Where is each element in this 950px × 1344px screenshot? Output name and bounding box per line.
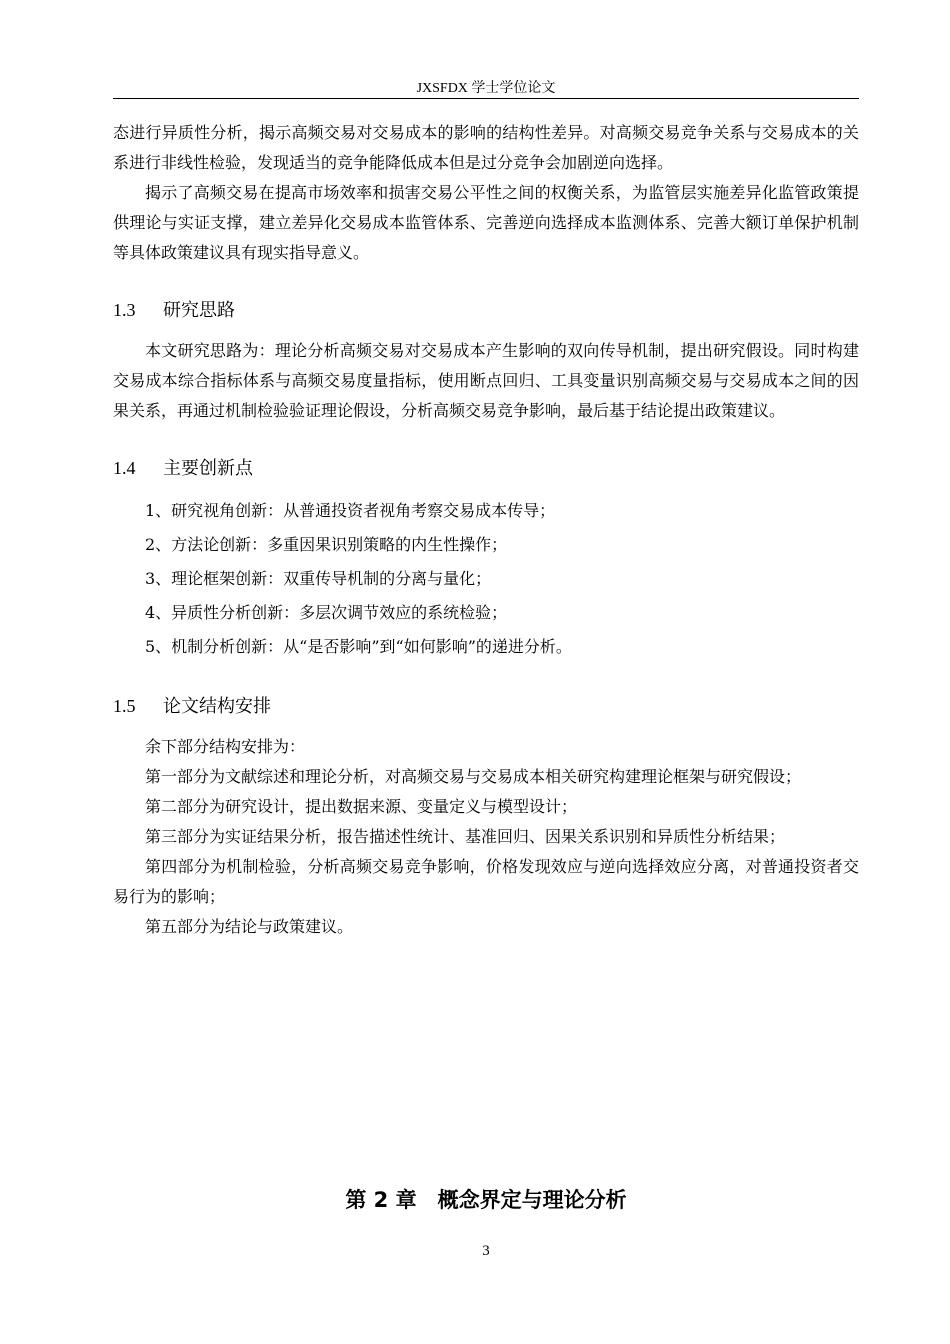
section-title: 主要创新点 [163,458,253,479]
running-header: JXSFDX 学士学位论文 [416,81,556,96]
section-heading-1-4 [113,453,859,484]
list-item: 1、研究视角创新：从普通投资者视角考察交易成本传导； [145,501,556,520]
paragraph-research-approach: 本文研究思路为：理论分析高频交易对交易成本产生影响的双向传导机制，提出研究假设。同时构建交易成本综合指标体系与高频交易度量指标，使用断点回归、工具变量识别高频交易与交易成本之间的因果关系，再通过机制检验验证理论假设，分析高频交易竞争影响，最后基于结论提出政策建议。 [113,341,859,420]
list-item: 5、机制分析创新：从“是否影响”到“如何影响”的递进分析。 [145,637,572,656]
structure-list [113,732,859,942]
section-title: 研究思路 [163,300,235,321]
structure-paragraph: 余下部分结构安排为： [145,737,306,756]
list-item: 4、异质性分析创新：多层次调节效应的系统检验； [145,603,508,622]
section-title: 论文结构安排 [163,696,271,717]
structure-paragraph: 第三部分为实证结果分析，报告描述性统计、基准回归、因果关系识别和异质性分析结果； [145,827,786,846]
chapter-title: 第 2 章 概念界定与理论分析 [345,1188,627,1212]
header-rule [113,98,859,99]
paragraph-continued: 态进行异质性分析，揭示高频交易对交易成本的影响的结构性差异。对高频交易竞争关系与交易成本的关系进行非线性检验，发现适当的竞争能降低成本但是过分竞争会加剧逆向选择。 [113,123,859,172]
structure-paragraph: 第二部分为研究设计，提出数据来源、变量定义与模型设计； [145,797,578,816]
paragraph-significance: 揭示了高频交易在提高市场效率和损害交易公平性之间的权衡关系，为监管层实施差异化监管政策提供理论与实证支撑，建立差异化交易成本监管体系、完善逆向选择成本监测体系、完善大额订单保护机制等具体政策建议具有现实指导意义。 [113,183,859,262]
section-number: 1.5 [113,696,136,716]
list-item: 2、方法论创新：多重因果识别策略的内生性操作； [145,535,508,554]
section-number: 1.3 [113,300,136,320]
innovation-list [113,494,859,664]
page-number: 3 [482,1243,490,1259]
section-number: 1.4 [113,458,136,478]
list-item: 3、理论框架创新：双重传导机制的分离与量化； [145,569,492,588]
body-text [113,118,859,942]
section-heading-1-5 [113,691,859,722]
structure-paragraph: 第五部分为结论与政策建议。 [145,917,354,936]
structure-paragraph: 第四部分为机制检验，分析高频交易竞争影响，价格发现效应与逆向选择效应分离，对普通投资者交易行为的影响； [113,857,859,906]
section-heading-1-3 [113,295,859,326]
structure-paragraph: 第一部分为文献综述和理论分析，对高频交易与交易成本相关研究构建理论框架与研究假设； [145,767,802,786]
